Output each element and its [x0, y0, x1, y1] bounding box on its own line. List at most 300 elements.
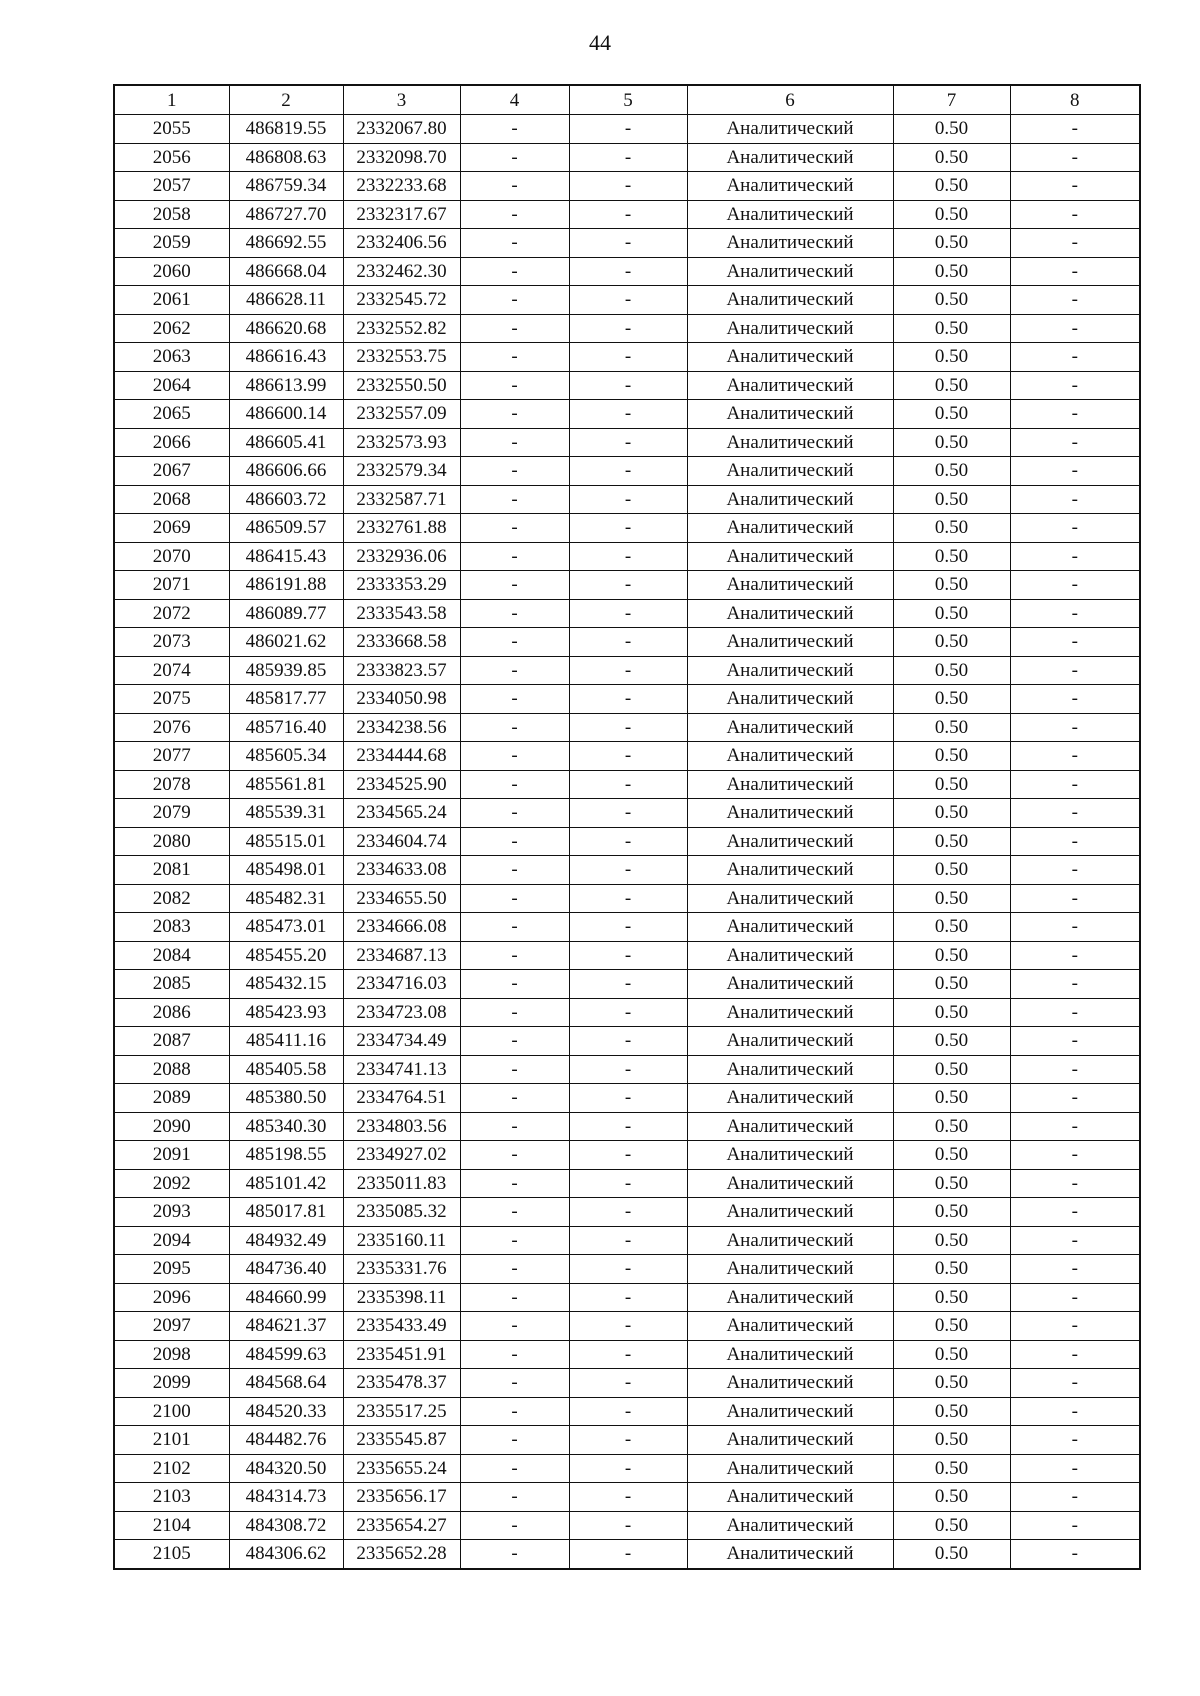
method-cell: Аналитический — [687, 1340, 893, 1369]
table-row — [114, 400, 1140, 429]
y-coordinate-cell: 2334525.90 — [343, 770, 460, 799]
method-cell: Аналитический — [687, 913, 893, 942]
point-number-cell: 2091 — [114, 1141, 229, 1170]
point-number-cell: 2058 — [114, 200, 229, 229]
table-row — [114, 343, 1140, 372]
col4-cell: - — [460, 827, 569, 856]
col5-cell: - — [569, 713, 687, 742]
col4-cell: - — [460, 229, 569, 258]
col8-cell: - — [1010, 628, 1140, 657]
col5-cell: - — [569, 1055, 687, 1084]
method-cell: Аналитический — [687, 1540, 893, 1569]
col4-cell: - — [460, 343, 569, 372]
y-coordinate-cell: 2334565.24 — [343, 799, 460, 828]
col5-cell: - — [569, 172, 687, 201]
y-coordinate-cell: 2335011.83 — [343, 1169, 460, 1198]
method-cell: Аналитический — [687, 941, 893, 970]
point-number-cell: 2084 — [114, 941, 229, 970]
y-coordinate-cell: 2332557.09 — [343, 400, 460, 429]
method-cell: Аналитический — [687, 1226, 893, 1255]
point-number-cell: 2096 — [114, 1283, 229, 1312]
table-row — [114, 1483, 1140, 1512]
accuracy-cell: 0.50 — [893, 628, 1010, 657]
table-row — [114, 571, 1140, 600]
col4-cell: - — [460, 913, 569, 942]
table-row — [114, 200, 1140, 229]
y-coordinate-cell: 2335331.76 — [343, 1255, 460, 1284]
x-coordinate-cell: 485455.20 — [229, 941, 343, 970]
y-coordinate-cell: 2335451.91 — [343, 1340, 460, 1369]
table-row — [114, 143, 1140, 172]
table-row — [114, 229, 1140, 258]
col4-cell: - — [460, 1483, 569, 1512]
col8-cell: - — [1010, 827, 1140, 856]
point-number-cell: 2064 — [114, 371, 229, 400]
col4-cell: - — [460, 200, 569, 229]
point-number-cell: 2062 — [114, 314, 229, 343]
table-row — [114, 1397, 1140, 1426]
point-number-cell: 2069 — [114, 514, 229, 543]
table-row — [114, 884, 1140, 913]
col4-cell: - — [460, 1340, 569, 1369]
col4-cell: - — [460, 998, 569, 1027]
table-row — [114, 1198, 1140, 1227]
method-cell: Аналитический — [687, 571, 893, 600]
y-coordinate-cell: 2334238.56 — [343, 713, 460, 742]
accuracy-cell: 0.50 — [893, 343, 1010, 372]
y-coordinate-cell: 2333668.58 — [343, 628, 460, 657]
column-header: 8 — [1010, 85, 1140, 115]
col8-cell: - — [1010, 1340, 1140, 1369]
y-coordinate-cell: 2335478.37 — [343, 1369, 460, 1398]
x-coordinate-cell: 484736.40 — [229, 1255, 343, 1284]
y-coordinate-cell: 2332761.88 — [343, 514, 460, 543]
col8-cell: - — [1010, 1369, 1140, 1398]
method-cell: Аналитический — [687, 599, 893, 628]
table-row — [114, 514, 1140, 543]
point-number-cell: 2067 — [114, 457, 229, 486]
table-row — [114, 856, 1140, 885]
table-row — [114, 1084, 1140, 1113]
y-coordinate-cell: 2335655.24 — [343, 1454, 460, 1483]
point-number-cell: 2103 — [114, 1483, 229, 1512]
col8-cell: - — [1010, 1454, 1140, 1483]
col5-cell: - — [569, 485, 687, 514]
table-body — [114, 115, 1140, 1569]
x-coordinate-cell: 486191.88 — [229, 571, 343, 600]
y-coordinate-cell: 2334444.68 — [343, 742, 460, 771]
x-coordinate-cell: 485482.31 — [229, 884, 343, 913]
col4-cell: - — [460, 571, 569, 600]
x-coordinate-cell: 486759.34 — [229, 172, 343, 201]
col4-cell: - — [460, 1426, 569, 1455]
x-coordinate-cell: 486415.43 — [229, 542, 343, 571]
accuracy-cell: 0.50 — [893, 1112, 1010, 1141]
table-row — [114, 1027, 1140, 1056]
x-coordinate-cell: 484660.99 — [229, 1283, 343, 1312]
col4-cell: - — [460, 713, 569, 742]
point-number-cell: 2094 — [114, 1226, 229, 1255]
col5-cell: - — [569, 400, 687, 429]
column-header: 6 — [687, 85, 893, 115]
accuracy-cell: 0.50 — [893, 827, 1010, 856]
method-cell: Аналитический — [687, 200, 893, 229]
point-number-cell: 2068 — [114, 485, 229, 514]
x-coordinate-cell: 485605.34 — [229, 742, 343, 771]
col4-cell: - — [460, 542, 569, 571]
col5-cell: - — [569, 343, 687, 372]
col5-cell: - — [569, 314, 687, 343]
table-row — [114, 286, 1140, 315]
y-coordinate-cell: 2334716.03 — [343, 970, 460, 999]
table-row — [114, 1255, 1140, 1284]
col4-cell: - — [460, 1226, 569, 1255]
table-row — [114, 1226, 1140, 1255]
col8-cell: - — [1010, 371, 1140, 400]
method-cell: Аналитический — [687, 371, 893, 400]
point-number-cell: 2063 — [114, 343, 229, 372]
method-cell: Аналитический — [687, 770, 893, 799]
col5-cell: - — [569, 371, 687, 400]
col8-cell: - — [1010, 514, 1140, 543]
col5-cell: - — [569, 542, 687, 571]
accuracy-cell: 0.50 — [893, 1027, 1010, 1056]
x-coordinate-cell: 485101.42 — [229, 1169, 343, 1198]
col4-cell: - — [460, 1084, 569, 1113]
col8-cell: - — [1010, 656, 1140, 685]
column-header: 1 — [114, 85, 229, 115]
col8-cell: - — [1010, 1540, 1140, 1569]
method-cell: Аналитический — [687, 1283, 893, 1312]
col4-cell: - — [460, 685, 569, 714]
col8-cell: - — [1010, 457, 1140, 486]
y-coordinate-cell: 2334741.13 — [343, 1055, 460, 1084]
col4-cell: - — [460, 1255, 569, 1284]
method-cell: Аналитический — [687, 1169, 893, 1198]
point-number-cell: 2087 — [114, 1027, 229, 1056]
col4-cell: - — [460, 1198, 569, 1227]
point-number-cell: 2056 — [114, 143, 229, 172]
x-coordinate-cell: 485198.55 — [229, 1141, 343, 1170]
point-number-cell: 2101 — [114, 1426, 229, 1455]
col8-cell: - — [1010, 1198, 1140, 1227]
col8-cell: - — [1010, 1312, 1140, 1341]
point-number-cell: 2059 — [114, 229, 229, 258]
accuracy-cell: 0.50 — [893, 314, 1010, 343]
col5-cell: - — [569, 1483, 687, 1512]
accuracy-cell: 0.50 — [893, 1084, 1010, 1113]
table-row — [114, 827, 1140, 856]
method-cell: Аналитический — [687, 998, 893, 1027]
accuracy-cell: 0.50 — [893, 1312, 1010, 1341]
col4-cell: - — [460, 400, 569, 429]
point-number-cell: 2077 — [114, 742, 229, 771]
point-number-cell: 2085 — [114, 970, 229, 999]
accuracy-cell: 0.50 — [893, 1511, 1010, 1540]
y-coordinate-cell: 2335545.87 — [343, 1426, 460, 1455]
col5-cell: - — [569, 1084, 687, 1113]
col5-cell: - — [569, 1369, 687, 1398]
point-number-cell: 2061 — [114, 286, 229, 315]
col8-cell: - — [1010, 485, 1140, 514]
table-row — [114, 1426, 1140, 1455]
y-coordinate-cell: 2333823.57 — [343, 656, 460, 685]
y-coordinate-cell: 2332406.56 — [343, 229, 460, 258]
col4-cell: - — [460, 799, 569, 828]
table-row — [114, 314, 1140, 343]
x-coordinate-cell: 485939.85 — [229, 656, 343, 685]
method-cell: Аналитический — [687, 1312, 893, 1341]
point-number-cell: 2104 — [114, 1511, 229, 1540]
point-number-cell: 2100 — [114, 1397, 229, 1426]
col5-cell: - — [569, 656, 687, 685]
col8-cell: - — [1010, 970, 1140, 999]
point-number-cell: 2081 — [114, 856, 229, 885]
col5-cell: - — [569, 115, 687, 144]
y-coordinate-cell: 2332545.72 — [343, 286, 460, 315]
col4-cell: - — [460, 884, 569, 913]
table-row — [114, 1112, 1140, 1141]
accuracy-cell: 0.50 — [893, 998, 1010, 1027]
x-coordinate-cell: 486021.62 — [229, 628, 343, 657]
table-row — [114, 172, 1140, 201]
y-coordinate-cell: 2332579.34 — [343, 457, 460, 486]
col5-cell: - — [569, 1397, 687, 1426]
accuracy-cell: 0.50 — [893, 685, 1010, 714]
table-row — [114, 713, 1140, 742]
x-coordinate-cell: 486613.99 — [229, 371, 343, 400]
x-coordinate-cell: 485017.81 — [229, 1198, 343, 1227]
method-cell: Аналитический — [687, 970, 893, 999]
point-number-cell: 2086 — [114, 998, 229, 1027]
table-row — [114, 742, 1140, 771]
accuracy-cell: 0.50 — [893, 1255, 1010, 1284]
point-number-cell: 2082 — [114, 884, 229, 913]
method-cell: Аналитический — [687, 542, 893, 571]
col8-cell: - — [1010, 1283, 1140, 1312]
method-cell: Аналитический — [687, 514, 893, 543]
col8-cell: - — [1010, 314, 1140, 343]
point-number-cell: 2092 — [114, 1169, 229, 1198]
x-coordinate-cell: 484932.49 — [229, 1226, 343, 1255]
col8-cell: - — [1010, 115, 1140, 144]
method-cell: Аналитический — [687, 1397, 893, 1426]
accuracy-cell: 0.50 — [893, 371, 1010, 400]
col8-cell: - — [1010, 998, 1140, 1027]
col4-cell: - — [460, 1454, 569, 1483]
x-coordinate-cell: 485716.40 — [229, 713, 343, 742]
point-number-cell: 2079 — [114, 799, 229, 828]
method-cell: Аналитический — [687, 286, 893, 315]
x-coordinate-cell: 484621.37 — [229, 1312, 343, 1341]
point-number-cell: 2090 — [114, 1112, 229, 1141]
point-number-cell: 2080 — [114, 827, 229, 856]
method-cell: Аналитический — [687, 685, 893, 714]
y-coordinate-cell: 2333543.58 — [343, 599, 460, 628]
point-number-cell: 2093 — [114, 1198, 229, 1227]
accuracy-cell: 0.50 — [893, 428, 1010, 457]
col5-cell: - — [569, 1426, 687, 1455]
method-cell: Аналитический — [687, 172, 893, 201]
table-row — [114, 1369, 1140, 1398]
col5-cell: - — [569, 1226, 687, 1255]
col4-cell: - — [460, 599, 569, 628]
col5-cell: - — [569, 799, 687, 828]
point-number-cell: 2083 — [114, 913, 229, 942]
y-coordinate-cell: 2334734.49 — [343, 1027, 460, 1056]
accuracy-cell: 0.50 — [893, 571, 1010, 600]
table-row — [114, 1283, 1140, 1312]
col5-cell: - — [569, 1540, 687, 1569]
accuracy-cell: 0.50 — [893, 770, 1010, 799]
y-coordinate-cell: 2332233.68 — [343, 172, 460, 201]
accuracy-cell: 0.50 — [893, 1226, 1010, 1255]
col8-cell: - — [1010, 1226, 1140, 1255]
accuracy-cell: 0.50 — [893, 229, 1010, 258]
table-row — [114, 913, 1140, 942]
table-row — [114, 542, 1140, 571]
x-coordinate-cell: 484320.50 — [229, 1454, 343, 1483]
y-coordinate-cell: 2334927.02 — [343, 1141, 460, 1170]
table-header-row — [114, 85, 1140, 115]
col8-cell: - — [1010, 428, 1140, 457]
col5-cell: - — [569, 941, 687, 970]
col4-cell: - — [460, 742, 569, 771]
col4-cell: - — [460, 1112, 569, 1141]
col4-cell: - — [460, 970, 569, 999]
method-cell: Аналитический — [687, 799, 893, 828]
point-number-cell: 2060 — [114, 257, 229, 286]
col5-cell: - — [569, 1141, 687, 1170]
column-header: 2 — [229, 85, 343, 115]
accuracy-cell: 0.50 — [893, 286, 1010, 315]
x-coordinate-cell: 485539.31 — [229, 799, 343, 828]
col5-cell: - — [569, 1255, 687, 1284]
col5-cell: - — [569, 913, 687, 942]
x-coordinate-cell: 486620.68 — [229, 314, 343, 343]
col8-cell: - — [1010, 913, 1140, 942]
col8-cell: - — [1010, 257, 1140, 286]
col4-cell: - — [460, 1169, 569, 1198]
point-number-cell: 2070 — [114, 542, 229, 571]
accuracy-cell: 0.50 — [893, 257, 1010, 286]
accuracy-cell: 0.50 — [893, 143, 1010, 172]
col5-cell: - — [569, 599, 687, 628]
col8-cell: - — [1010, 1027, 1140, 1056]
col5-cell: - — [569, 1312, 687, 1341]
col8-cell: - — [1010, 713, 1140, 742]
col4-cell: - — [460, 1055, 569, 1084]
col8-cell: - — [1010, 1397, 1140, 1426]
point-number-cell: 2088 — [114, 1055, 229, 1084]
method-cell: Аналитический — [687, 656, 893, 685]
x-coordinate-cell: 485340.30 — [229, 1112, 343, 1141]
y-coordinate-cell: 2332553.75 — [343, 343, 460, 372]
col4-cell: - — [460, 941, 569, 970]
col5-cell: - — [569, 1511, 687, 1540]
table-row — [114, 1312, 1140, 1341]
col4-cell: - — [460, 143, 569, 172]
accuracy-cell: 0.50 — [893, 542, 1010, 571]
x-coordinate-cell: 484308.72 — [229, 1511, 343, 1540]
accuracy-cell: 0.50 — [893, 1454, 1010, 1483]
col4-cell: - — [460, 1369, 569, 1398]
col4-cell: - — [460, 371, 569, 400]
y-coordinate-cell: 2333353.29 — [343, 571, 460, 600]
y-coordinate-cell: 2332552.82 — [343, 314, 460, 343]
method-cell: Аналитический — [687, 1454, 893, 1483]
method-cell: Аналитический — [687, 1112, 893, 1141]
col5-cell: - — [569, 742, 687, 771]
x-coordinate-cell: 486819.55 — [229, 115, 343, 144]
x-coordinate-cell: 484568.64 — [229, 1369, 343, 1398]
col5-cell: - — [569, 998, 687, 1027]
col8-cell: - — [1010, 941, 1140, 970]
point-number-cell: 2073 — [114, 628, 229, 657]
method-cell: Аналитический — [687, 742, 893, 771]
col5-cell: - — [569, 628, 687, 657]
method-cell: Аналитический — [687, 457, 893, 486]
col4-cell: - — [460, 656, 569, 685]
col5-cell: - — [569, 457, 687, 486]
col4-cell: - — [460, 1397, 569, 1426]
col8-cell: - — [1010, 1141, 1140, 1170]
x-coordinate-cell: 486600.14 — [229, 400, 343, 429]
point-number-cell: 2065 — [114, 400, 229, 429]
accuracy-cell: 0.50 — [893, 799, 1010, 828]
accuracy-cell: 0.50 — [893, 115, 1010, 144]
y-coordinate-cell: 2334050.98 — [343, 685, 460, 714]
table-row — [114, 770, 1140, 799]
column-header: 7 — [893, 85, 1010, 115]
table-row — [114, 1141, 1140, 1170]
col4-cell: - — [460, 314, 569, 343]
method-cell: Аналитический — [687, 884, 893, 913]
y-coordinate-cell: 2335085.32 — [343, 1198, 460, 1227]
accuracy-cell: 0.50 — [893, 514, 1010, 543]
table-row — [114, 970, 1140, 999]
accuracy-cell: 0.50 — [893, 1397, 1010, 1426]
x-coordinate-cell: 484314.73 — [229, 1483, 343, 1512]
point-number-cell: 2078 — [114, 770, 229, 799]
x-coordinate-cell: 484306.62 — [229, 1540, 343, 1569]
col4-cell: - — [460, 514, 569, 543]
col8-cell: - — [1010, 286, 1140, 315]
method-cell: Аналитический — [687, 343, 893, 372]
col5-cell: - — [569, 685, 687, 714]
col5-cell: - — [569, 884, 687, 913]
x-coordinate-cell: 485432.15 — [229, 970, 343, 999]
accuracy-cell: 0.50 — [893, 1283, 1010, 1312]
col4-cell: - — [460, 115, 569, 144]
point-number-cell: 2055 — [114, 115, 229, 144]
x-coordinate-cell: 486089.77 — [229, 599, 343, 628]
col8-cell: - — [1010, 571, 1140, 600]
y-coordinate-cell: 2334687.13 — [343, 941, 460, 970]
col4-cell: - — [460, 457, 569, 486]
col5-cell: - — [569, 1198, 687, 1227]
x-coordinate-cell: 486808.63 — [229, 143, 343, 172]
accuracy-cell: 0.50 — [893, 457, 1010, 486]
method-cell: Аналитический — [687, 628, 893, 657]
y-coordinate-cell: 2332317.67 — [343, 200, 460, 229]
y-coordinate-cell: 2332098.70 — [343, 143, 460, 172]
x-coordinate-cell: 486692.55 — [229, 229, 343, 258]
y-coordinate-cell: 2334633.08 — [343, 856, 460, 885]
col8-cell: - — [1010, 172, 1140, 201]
y-coordinate-cell: 2335652.28 — [343, 1540, 460, 1569]
table-row — [114, 1169, 1140, 1198]
